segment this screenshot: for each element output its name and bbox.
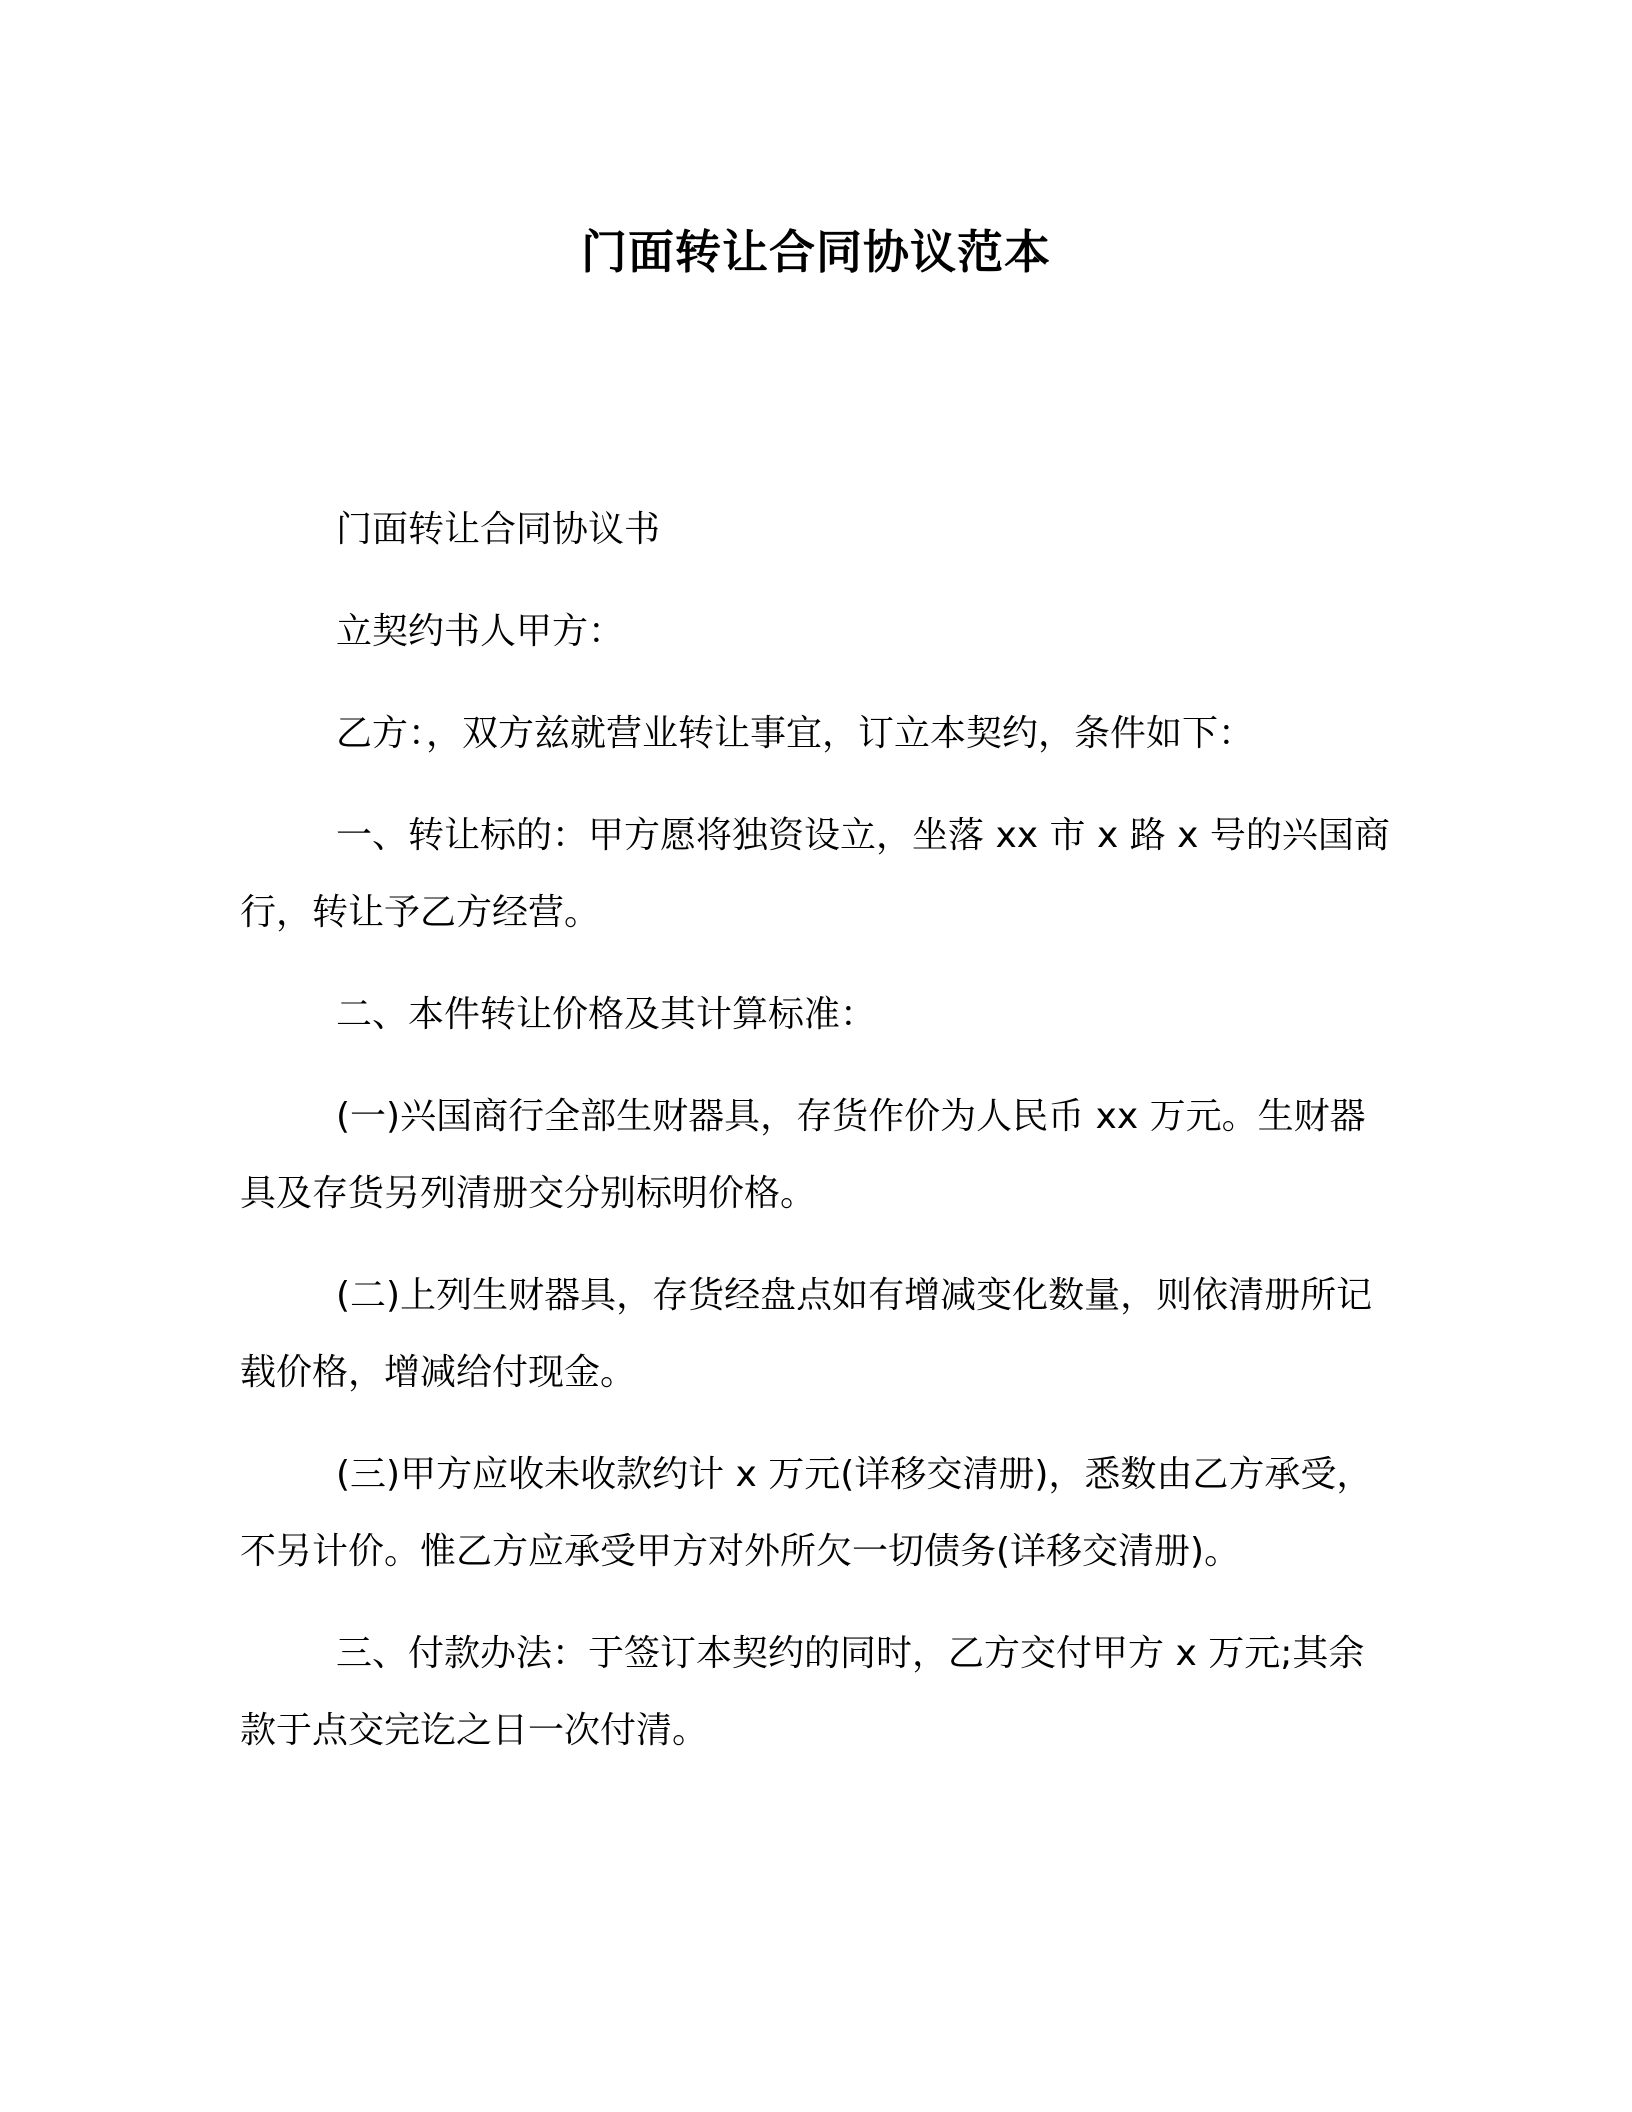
paragraph-party-a: 立契约书人甲方：	[336, 611, 625, 652]
document-title: 门面转让合同协议范本	[581, 225, 1051, 279]
paragraph-party-b: 乙方：，双方兹就营业转让事宜，订立本契约，条件如下：	[336, 713, 1255, 754]
paragraph-agreement-heading: 门面转让合同协议书	[336, 509, 661, 550]
paragraph-price-standard: 二、本件转让价格及其计算标准：	[336, 994, 877, 1035]
document-body	[240, 491, 1395, 1794]
paragraph-payment-method: 三、付款办法：于签订本契约的同时，乙方交付甲方 x 万元;其余款于点交完讫之日一次付清。	[240, 1633, 1365, 1751]
paragraph-price-item-3: (三)甲方应收未收款约计 x 万元(详移交清册)，悉数由乙方承受，不另计价。惟乙方应承受甲方对外所欠一切债务(详移交清册)。	[240, 1454, 1373, 1572]
paragraph-price-item-1: (一)兴国商行全部生财器具，存货作价为人民币 xx 万元。生财器具及存货另列清册交分别标明价格。	[240, 1096, 1366, 1214]
paragraph-price-item-2: (二)上列生财器具，存货经盘点如有增减变化数量，则依清册所记载价格，增减给付现金。	[240, 1275, 1373, 1393]
paragraph-transfer-subject: 一、转让标的：甲方愿将独资设立，坐落 xx 市 x 路 x 号的兴国商行，转让予乙方经营。	[240, 815, 1390, 933]
